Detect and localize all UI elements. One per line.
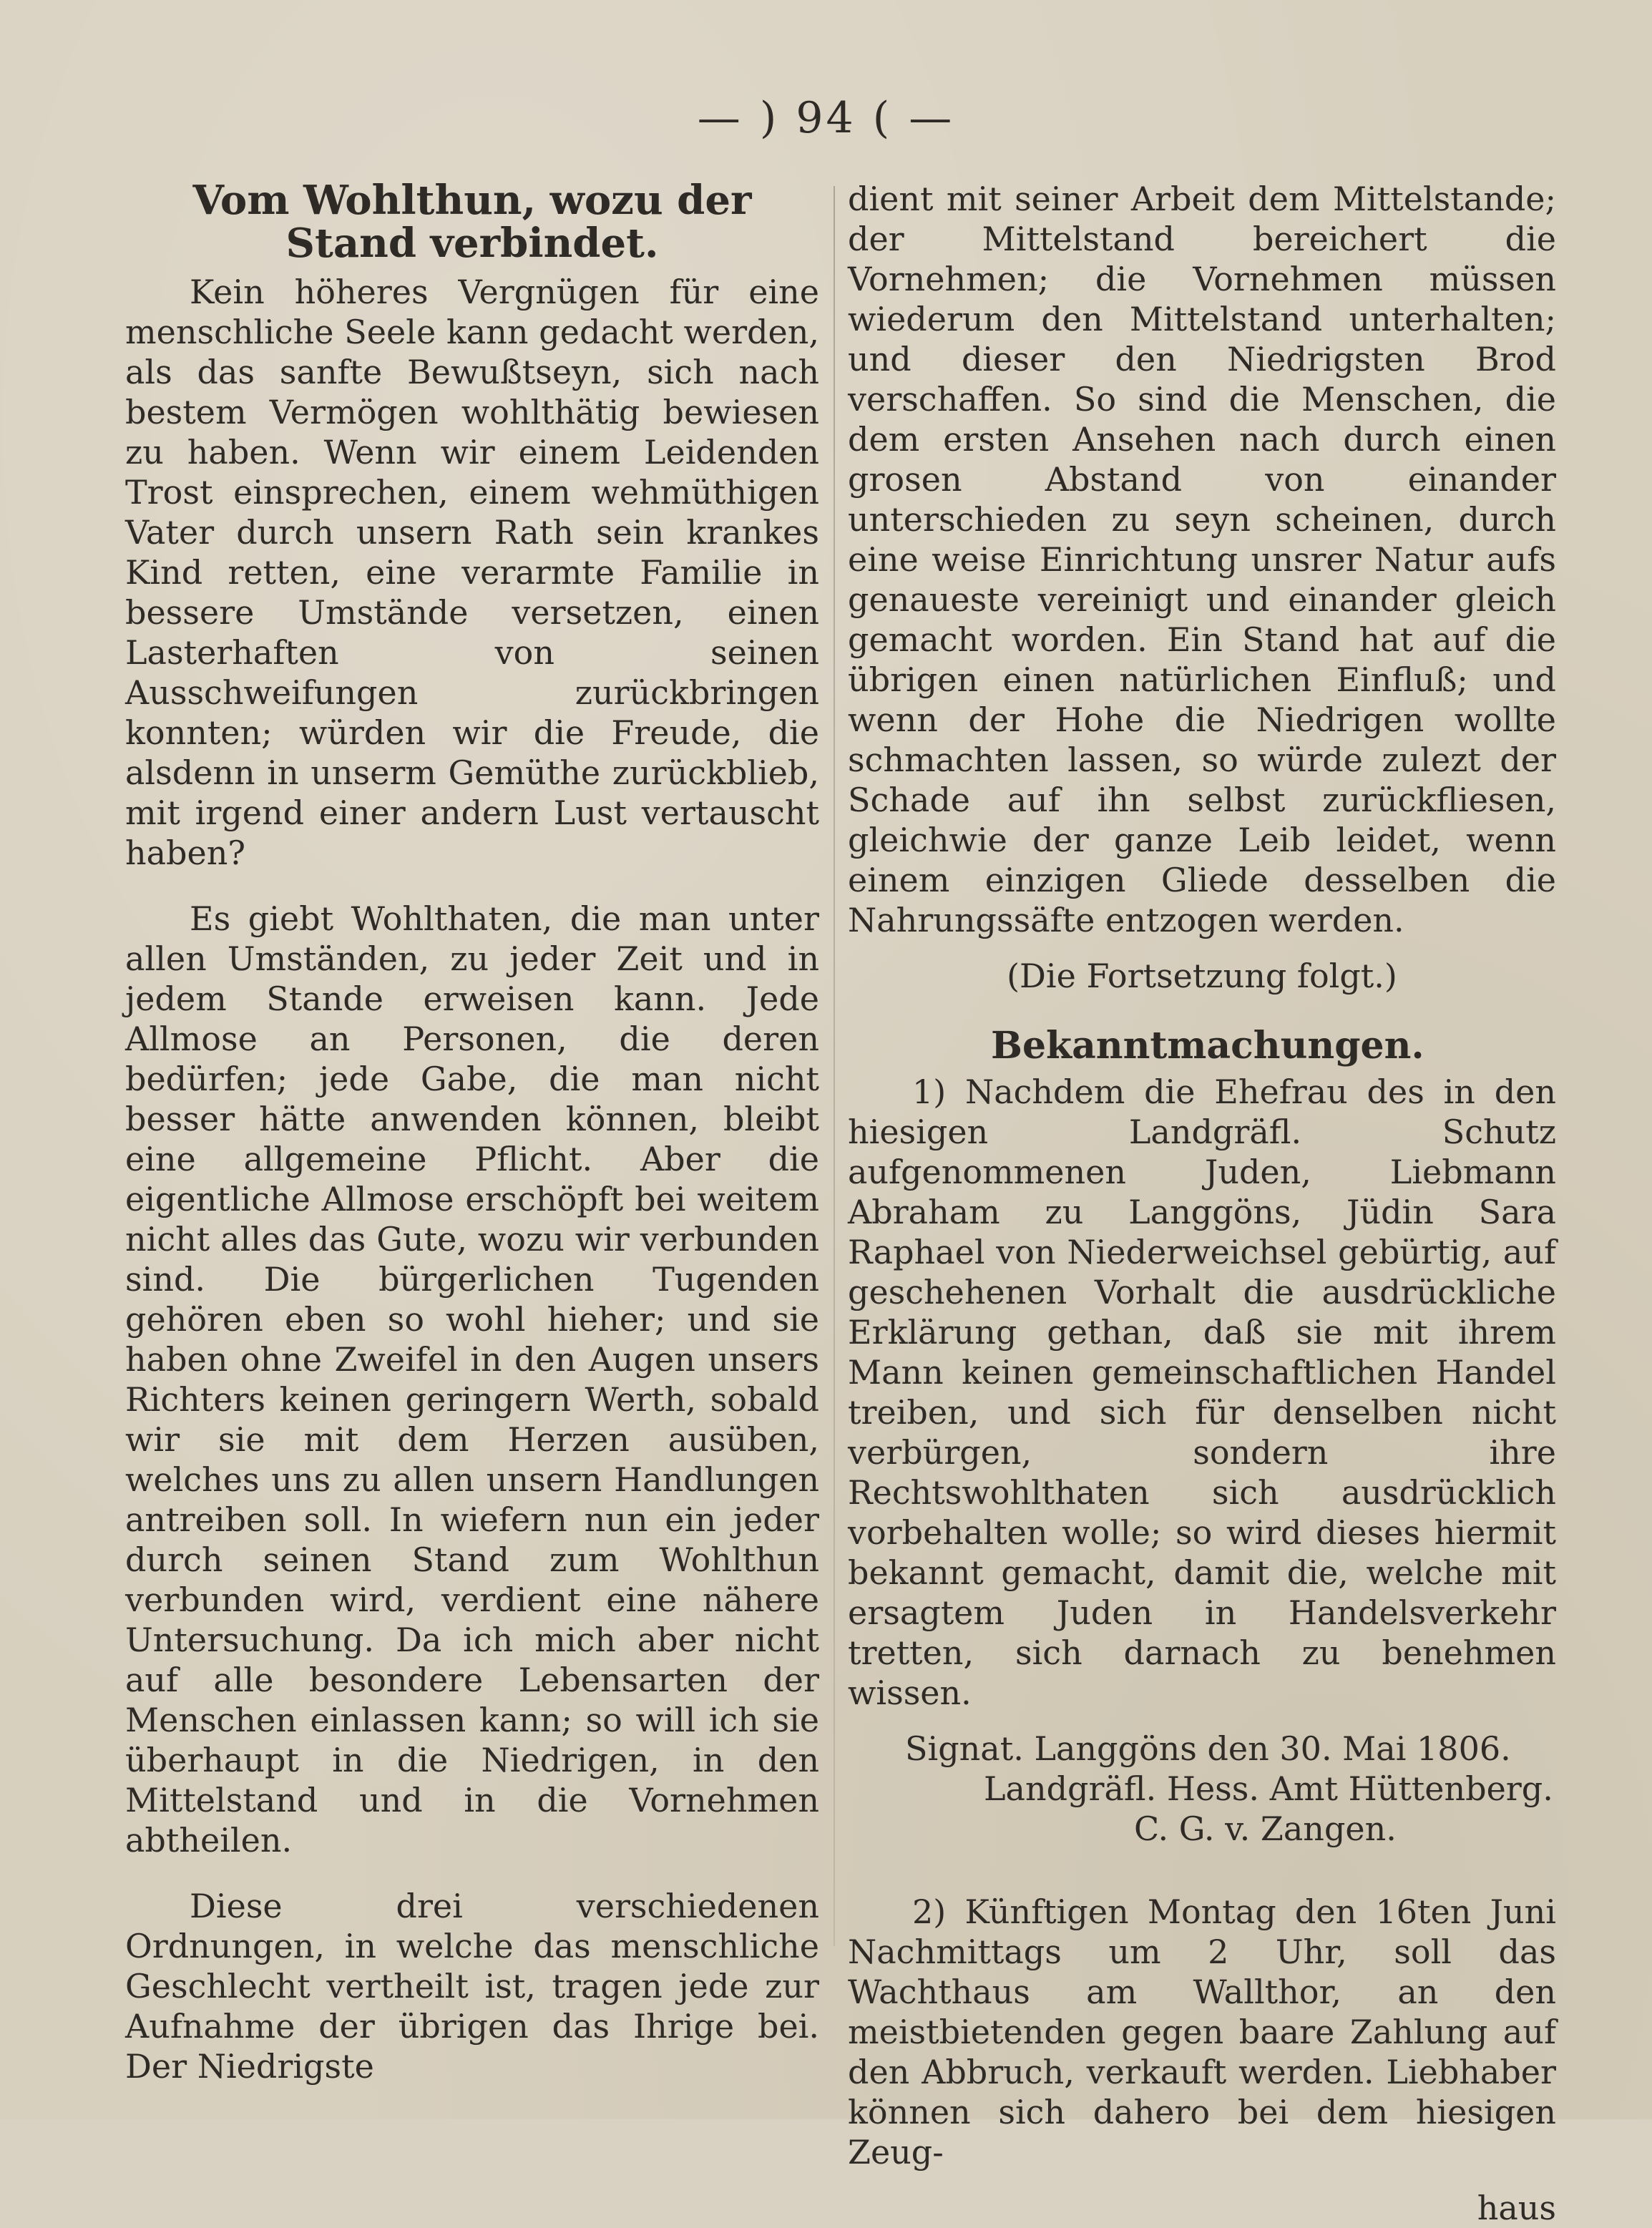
notice-1: 1) Nachdem die Ehefrau des in den hiesigen Landgräfl. Schutz aufgenommenen Juden, Liebmann Abraham zu Langgöns, Jüdin Sara Raphael von Niederweichsel gebürtig, auf geschehenen Vorhalt die ausdrückliche Erklärung gethan, daß sie mit ihrem Mann keinen gemeinschaftlichen Handel treiben, und sich für denselben nicht verbürgen, sondern ihre Rechtswohlthaten sich ausdrücklich vorbehalten wolle; so wird dieses hiermit bekannt gemacht, damit die, welche mit ersagtem Juden in Handelsverkehr tretten, sich darnach zu benehmen wissen. [848, 1073, 1556, 1712]
article-title: Vom Wohlthun, wozu der Stand verbindet. [192, 177, 752, 267]
column-divider [834, 186, 835, 1946]
catchword: haus [1477, 2189, 1556, 2227]
right-column [848, 179, 1556, 2228]
article-paragraph: Kein höheres Vergnügen für eine menschliche Seele kann gedacht werden, als das sanfte Bewußtseyn, sich nach bestem Vermögen wohlthätig bewiesen zu haben. Wenn wir einem Leidenden Trost einsprechen, einem wehmüthigen Vater durch unsern Rath sein krankes Kind retten, eine verarmte Familie in bessere Umstände versetzen, einen Lasterhaften von seinen Ausschweifungen zurückbringen konnten; würden wir die Freude, die alsdenn in unserm Gemüthe zurückblieb, mit irgend einer andern Lust vertauscht haben? [125, 273, 819, 872]
section-title: Bekanntmachungen. [991, 1024, 1424, 1067]
continued-note: (Die Fortsetzung folgt.) [1007, 957, 1397, 995]
page-number: — ) 94 ( — [697, 93, 955, 143]
article-paragraph: Diese drei verschiedenen Ordnungen, in welche das menschliche Geschlecht vertheilt ist, tragen jede zur Aufnahme der übrigen das Ihrige bei. Der Niedrigste [125, 1887, 819, 2086]
notice-2: 2) Künftigen Montag den 16ten Juni Nachmittags um 2 Uhr, soll das Wachthaus am Wallthor, an den meistbietenden gegen baare Zahlung auf den Abbruch, verkauft werden. Liebhaber können sich dahero bei dem hiesigen Zeug- [848, 1892, 1556, 2171]
notice-signature-date: Signat. Langgöns den 30. Mai 1806. [905, 1729, 1511, 1768]
article-continuation: dient mit seiner Arbeit dem Mittelstande; der Mittelstand bereichert die Vornehmen; die Vornehmen müssen wiederum den Mittelstand unterhalten; und dieser den Niedrigsten Brod verschaffen. So sind die Menschen, die dem ersten Ansehen nach durch einen grosen Abstand von einander unterschieden zu seyn scheinen, durch eine weise Einrichtung unsrer Natur aufs genaueste vereinigt und einander gleich gemacht worden. Ein Stand hat auf die übrigen einen natürlichen Einfluß; und wenn der Hohe die Niedrigen wollte schmachten lassen, so würde zulezt der Schade auf ihn selbst zurückfliesen, gleichwie der ganze Leib leidet, wenn einem einzigen Gliede desselben die Nahrungssäfte entzogen werden. [848, 180, 1556, 939]
notice-signature-office: Landgräfl. Hess. Amt Hüttenberg. [984, 1769, 1553, 1808]
notice-signature-name: C. G. v. Zangen. [1134, 1809, 1397, 1848]
left-column [125, 179, 819, 2102]
article-paragraph: Es giebt Wohlthaten, die man unter allen Umständen, zu jeder Zeit und in jedem Stande erweisen kann. Jede Allmose an Personen, die deren bedürfen; jede Gabe, die man nicht besser hätte anwenden können, bleibt eine allgemeine Pflicht. Aber die eigentliche Allmose erschöpft bei weitem nicht alles das Gute, wozu wir verbunden sind. Die bürgerlichen Tugenden gehören eben so wohl hieher; und sie haben ohne Zweifel in den Augen unsers Richters keinen geringern Werth, sobald wir sie mit dem Herzen ausüben, welches uns zu allen unsern Handlungen antreiben soll. In wiefern nun ein jeder durch seinen Stand zum Wohlthun verbunden wird, verdient eine nähere Untersuchung. Da ich mich aber nicht auf alle besondere Lebensarten der Menschen einlassen kann; so will ich sie überhaupt in die Niedrigen, in den Mittelstand und in die Vornehmen abtheilen. [125, 899, 819, 1860]
